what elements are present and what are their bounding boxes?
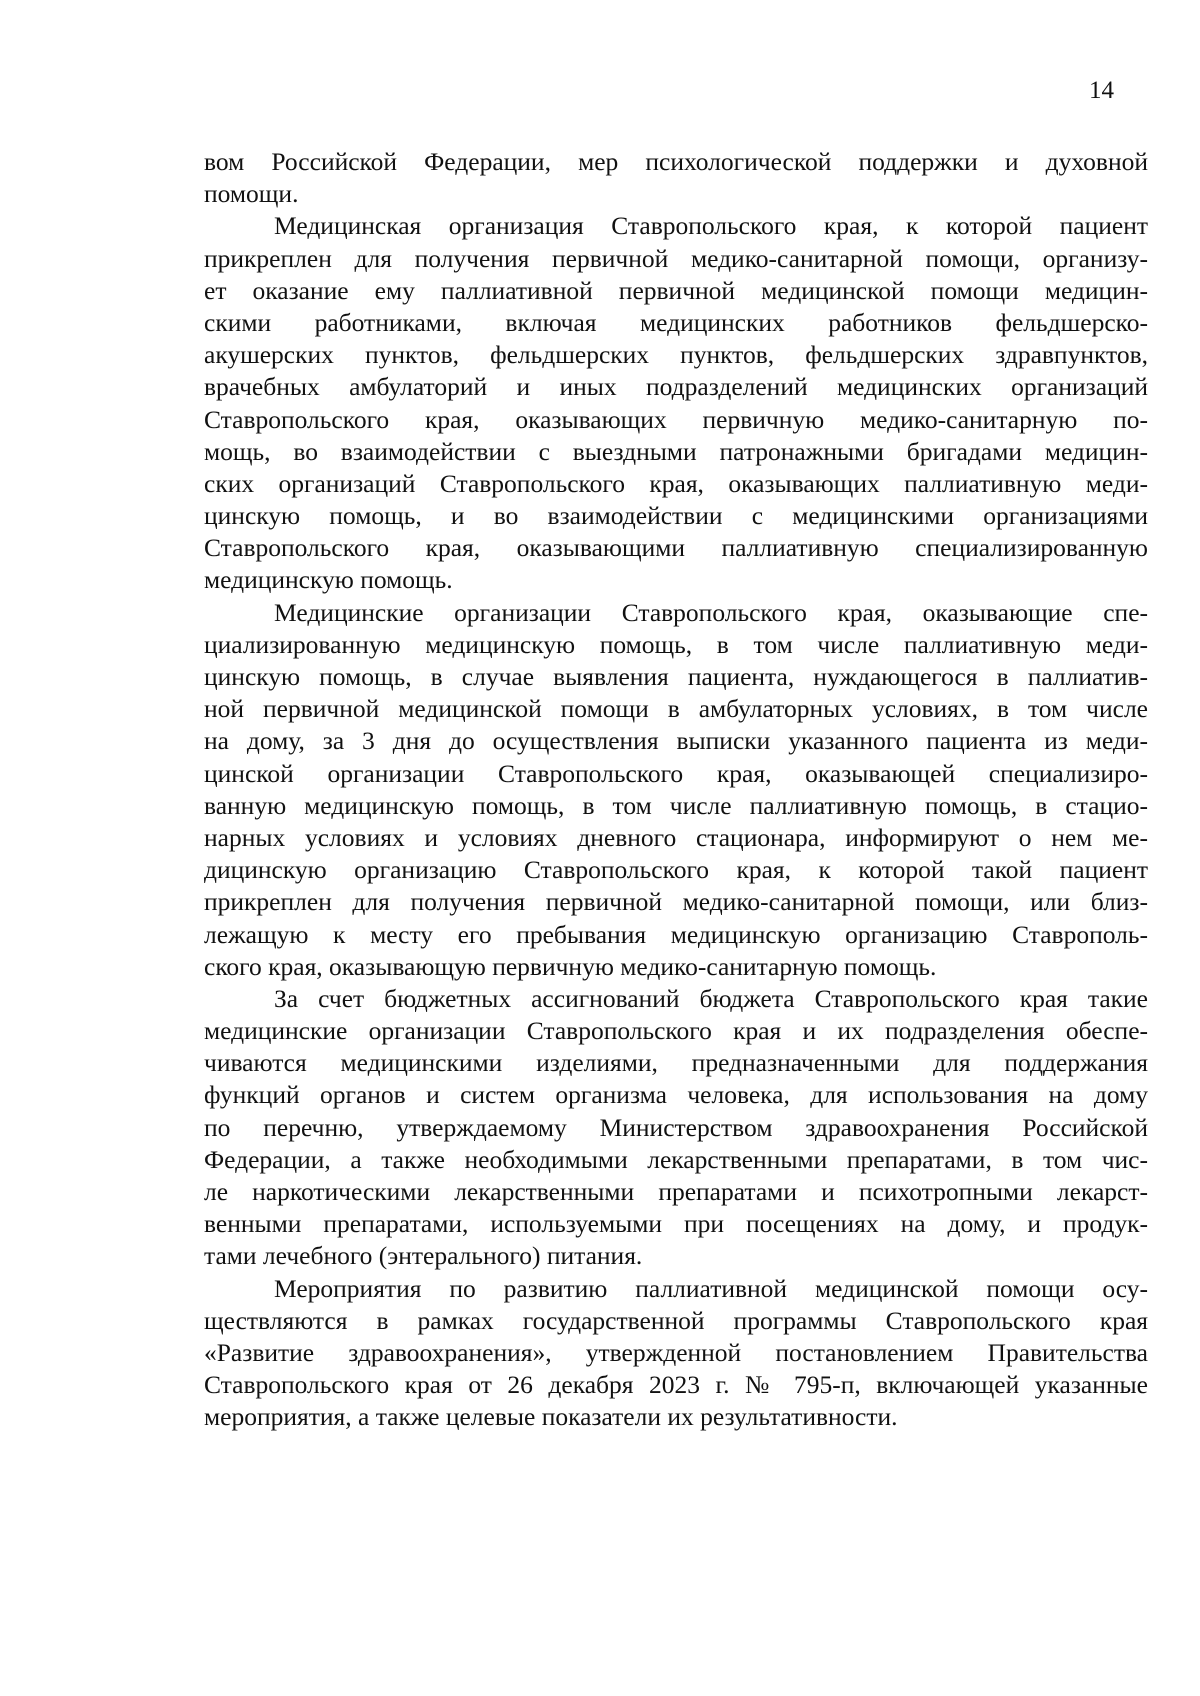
text-line: акушерских пунктов, фельдшерских пунктов, фельдшерских здравпунктов, xyxy=(204,340,1148,370)
text-line: Ставропольского края от 26 декабря 2023 г. № 795-п, включающей указанные xyxy=(204,1370,1148,1400)
text-line: мощь, во взаимодействии с выездными патронажными бригадами медицин- xyxy=(204,436,1148,466)
text-line: Мероприятия по развитию паллиативной медицинской помощи осу- xyxy=(274,1273,1148,1303)
text-line: мероприятия, а также целевые показатели их результативности. xyxy=(204,1402,898,1432)
text-line: цинскую помощь, в случае выявления пациента, нуждающегося в паллиатив- xyxy=(204,662,1148,691)
paragraph xyxy=(204,983,1148,1273)
text-line: ной первичной медицинской помощи в амбулаторных условиях, в том числе xyxy=(204,694,1148,724)
paragraph xyxy=(204,1273,1148,1434)
text-line: по перечню, утверждаемому Министерством здравоохранения Российской xyxy=(204,1112,1148,1142)
text-line: ских организаций Ставропольского края, оказывающих паллиативную меди- xyxy=(204,468,1148,498)
text-line: Медицинская организация Ставропольского края, к которой пациент xyxy=(274,211,1148,241)
text-line: ществляются в рамках государственной программы Ставропольского края xyxy=(204,1305,1148,1335)
text-line: дицинскую организацию Ставропольского края, к которой такой пациент xyxy=(204,855,1148,885)
text-line: лежащую к месту его пребывания медицинскую организацию Ставрополь- xyxy=(204,919,1148,949)
text-line: Ставропольского края, оказывающих первичную медико-санитарную по- xyxy=(204,404,1148,434)
text-line: прикреплен для получения первичной медико-санитарной помощи, или близ- xyxy=(204,887,1148,917)
text-line: вом Российской Федерации, мер психологической поддержки и духовной xyxy=(204,147,1148,176)
text-line: помощи. xyxy=(204,179,299,209)
text-line: тами лечебного (энтерального) питания. xyxy=(204,1241,643,1271)
text-line: циализированную медицинскую помощь, в том числе паллиативную меди- xyxy=(204,629,1148,659)
text-line: ванную медицинскую помощь, в том числе паллиативную помощь, в стацио- xyxy=(204,790,1148,820)
text-line: ле наркотическими лекарственными препаратами и психотропными лекарст- xyxy=(204,1177,1148,1206)
text-line: чиваются медицинскими изделиями, предназначенными для поддержания xyxy=(204,1048,1148,1078)
text-line: венными препаратами, используемыми при посещениях на дому, и продук- xyxy=(204,1209,1148,1239)
text-line: Федерации, а также необходимыми лекарственными препаратами, в том чис- xyxy=(204,1144,1148,1174)
paragraph xyxy=(204,597,1148,983)
text-line: медицинскую помощь. xyxy=(204,565,453,595)
text-line: ет оказание ему паллиативной первичной медицинской помощи медицин- xyxy=(204,275,1148,305)
document-body xyxy=(204,146,1148,1434)
text-line: Ставропольского края, оказывающими паллиативную специализированную xyxy=(204,533,1148,563)
text-line: цинскую помощь, и во взаимодействии с медицинскими организациями xyxy=(204,501,1148,531)
text-line: на дому, за 3 дня до осуществления выписки указанного пациента из меди- xyxy=(204,726,1148,756)
page-number: 14 xyxy=(1089,77,1114,104)
text-line: скими работниками, включая медицинских работников фельдшерско- xyxy=(204,307,1148,337)
text-line: ского края, оказывающую первичную медико-санитарную помощь. xyxy=(204,951,937,981)
text-line: функций органов и систем организма человека, для использования на дому xyxy=(204,1080,1148,1110)
text-line: прикреплен для получения первичной медико-санитарной помощи, организу- xyxy=(204,243,1148,273)
paragraph xyxy=(204,210,1148,596)
text-line: цинской организации Ставропольского края, оказывающей специализиро- xyxy=(204,758,1148,788)
text-line: За счет бюджетных ассигнований бюджета Ставропольского края такие xyxy=(274,983,1148,1013)
text-line: медицинские организации Ставропольского края и их подразделения обеспе- xyxy=(204,1016,1148,1046)
paragraph xyxy=(204,146,1148,210)
text-line: Медицинские организации Ставропольского края, оказывающие спе- xyxy=(274,597,1148,627)
text-line: нарных условиях и условиях дневного стационара, информируют о нем ме- xyxy=(204,822,1148,852)
text-line: «Развитие здравоохранения», утвержденной постановлением Правительства xyxy=(204,1337,1148,1367)
text-line: врачебных амбулаторий и иных подразделений медицинских организаций xyxy=(204,372,1148,402)
